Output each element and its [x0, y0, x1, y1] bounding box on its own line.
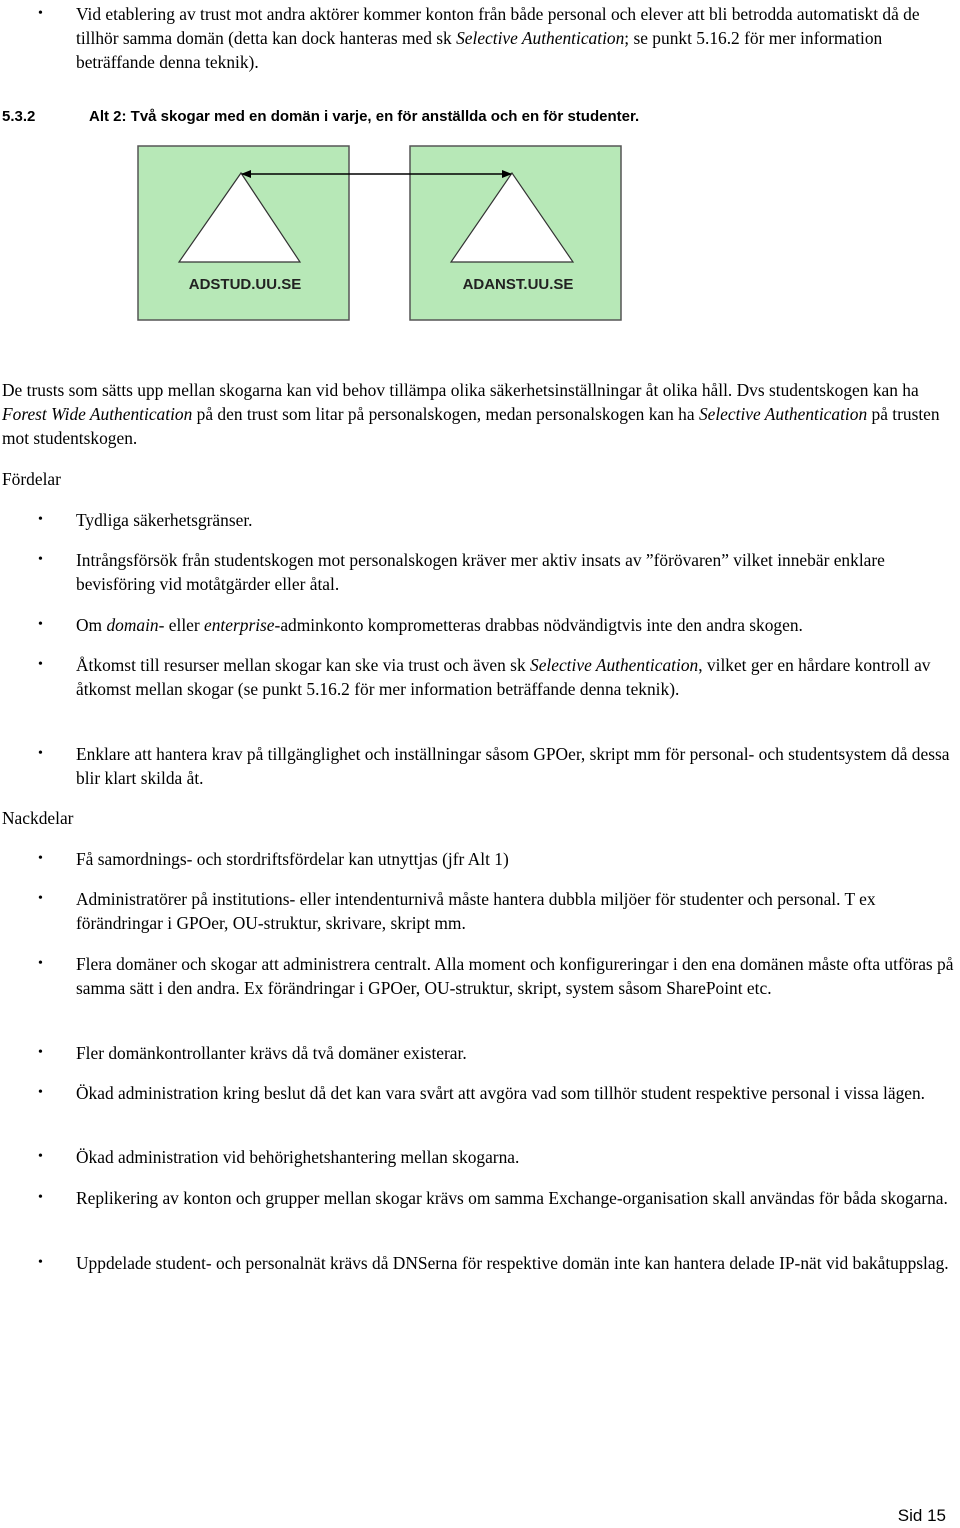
list-item: Fler domänkontrollanter krävs då två domäner existerar. [76, 1043, 467, 1063]
bullet-icon: • [38, 617, 43, 632]
text: Vid etablering av trust mot andra aktörer kommer konton från både personal och elever att bli betrodda automatiskt då de tillhör samma domän (detta kan dock hanteras med sk [76, 4, 920, 48]
forest-diagram [0, 0, 960, 330]
bullet-icon: • [38, 512, 43, 527]
text: - eller [158, 615, 205, 635]
cons-heading: Nackdelar [2, 808, 74, 828]
text: på trusten mot studentskogen. [2, 404, 940, 448]
bullet-icon: • [38, 746, 43, 761]
emphasis: Selective Authentication [698, 404, 868, 424]
emphasis: Selective Authentication [530, 655, 699, 675]
section-number: 5.3.2 [2, 108, 36, 125]
bullet-icon: • [38, 1190, 43, 1205]
list-item: Replikering av konton och grupper mellan skogar krävs om samma Exchange-organisation skall användas för båda skogarna. [76, 1188, 948, 1208]
emphasis: Selective Authentication [456, 28, 625, 48]
body-paragraph [2, 378, 960, 450]
bullet-icon: • [38, 1149, 43, 1164]
pros-heading: Fördelar [2, 469, 61, 489]
list-item: Ökad administration kring beslut då det kan vara svårt att avgöra vad som tillhör student respektive personal i vissa lägen. [76, 1083, 926, 1103]
list-item [76, 613, 960, 637]
text: på den trust som litar på personalskogen, medan personalskogen kan ha [192, 404, 699, 424]
bullet-icon: • [38, 1045, 43, 1060]
page-number: Sid 15 [897, 1506, 946, 1525]
text: Åtkomst till resurser mellan skogar kan ske via trust och även sk [76, 655, 530, 675]
list-item: Uppdelade student- och personalnät krävs då DNSerna för respektive domän inte kan hantera delade IP-nät vid bakåtuppslag. [76, 1253, 949, 1273]
list-item: Tydliga säkerhetsgränser. [76, 510, 253, 530]
bullet-icon: • [38, 891, 43, 906]
text: Om [76, 615, 107, 635]
bullet-icon: • [38, 657, 43, 672]
domain-label-right: ADANST.UU.SE [462, 276, 574, 293]
list-item: Intrångsförsök från studentskogen mot personalskogen kräver mer aktiv insats av ”förövaren” vilket innebär enklare bevisföring vid motåtgärder eller åtal. [76, 550, 885, 594]
bullet-icon: • [38, 956, 43, 971]
emphasis: domain [106, 615, 159, 635]
list-item: Få samordnings- och stordriftsfördelar kan utnyttjas (jfr Alt 1) [76, 849, 509, 869]
domain-label-left: ADSTUD.UU.SE [188, 276, 302, 293]
text: , vilket ger en hårdare kontroll av åtkomst mellan skogar (se punkt 5.16.2 för mer information beträffande denna teknik). [76, 655, 931, 699]
bullet-icon: • [38, 6, 43, 21]
text: ; se punkt 5.16.2 för mer information beträffande denna teknik). [76, 28, 883, 72]
text: -adminkonto komprometteras drabbas nödvändigtvis inte den andra skogen. [274, 615, 803, 635]
list-item: Administratörer på institutions- eller intendenturnivå måste hantera dubbla miljöer för studenter och personal. T ex förändringar i GPOer, OU-struktur, skrivare, skript mm. [76, 889, 876, 933]
list-item: Enklare att hantera krav på tillgänglighet och inställningar såsom GPOer, skript mm för personal- och studentsystem då dessa blir klart skilda åt. [76, 744, 950, 788]
list-item: Flera domäner och skogar att administrera centralt. Alla moment och konfigureringar i den ena domänen måste ofta utföras på samma sätt i den andra. Ex förändringar i GPOer, OU-struktur, skript, system såsom SharePoint etc. [76, 954, 954, 998]
bullet-icon: • [38, 1255, 43, 1270]
bullet-icon: • [38, 552, 43, 567]
emphasis: Forest Wide Authentication [2, 404, 193, 424]
bullet-icon: • [38, 1085, 43, 1100]
section-title: Alt 2: Två skogar med en domän i varje, en för anställda och en för studenter. [89, 108, 640, 125]
list-item: Ökad administration vid behörighetshantering mellan skogarna. [76, 1147, 520, 1167]
list-item [76, 653, 960, 701]
bullet-icon: • [38, 851, 43, 866]
text: De trusts som sätts upp mellan skogarna kan vid behov tillämpa olika säkerhetsinställningar åt olika håll. Dvs studentskogen kan ha [2, 380, 919, 400]
emphasis: enterprise [204, 615, 275, 635]
